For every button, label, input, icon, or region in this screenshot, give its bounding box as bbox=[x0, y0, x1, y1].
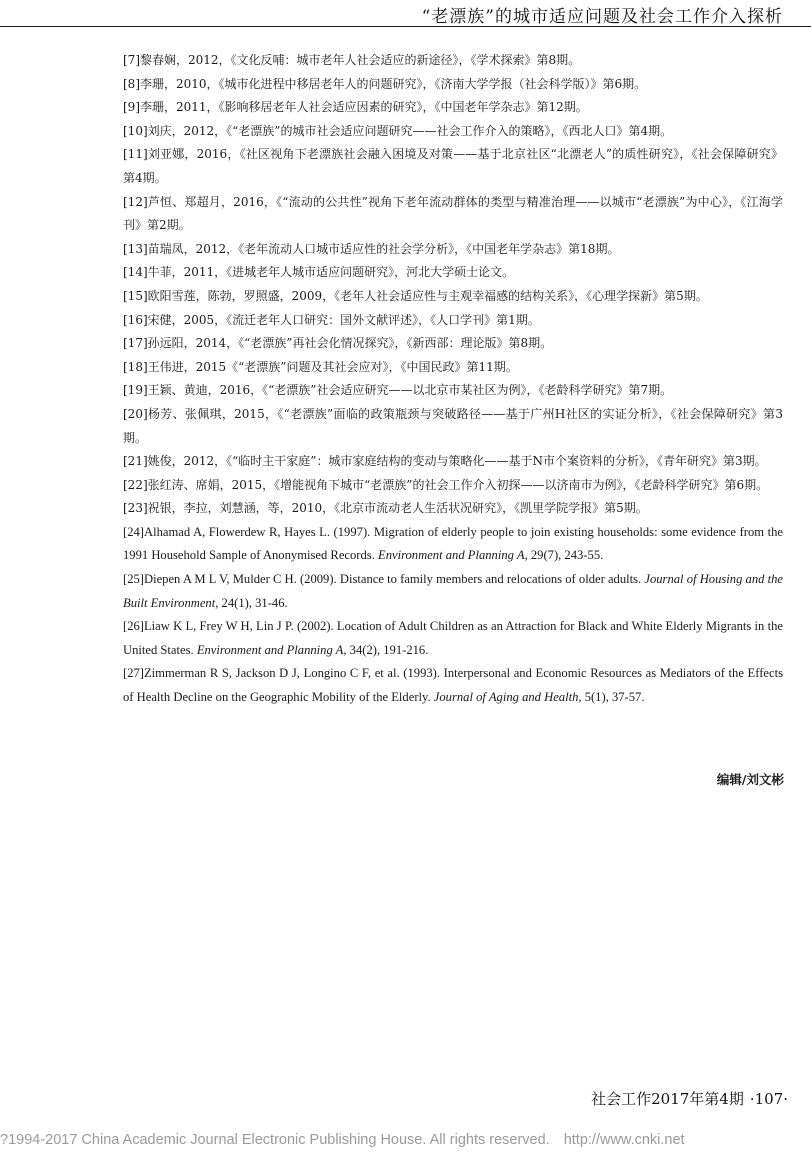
reference-entry bbox=[123, 662, 783, 709]
running-header-title: “老漂族”的城市适应问题及社会工作介入探析 bbox=[421, 7, 783, 27]
reference-text: [27]Zimmerman R S, Jackson D J, Longino C F, et al. (1993). Interpersonal and Economic Resources as Mediators of the Effects of Health Decline on the Geographic Mobility of the Elderly. bbox=[123, 666, 783, 705]
reference-list bbox=[123, 49, 783, 710]
reference-entry bbox=[123, 615, 783, 662]
journal-title: Environment and Planning A bbox=[378, 548, 525, 563]
reference-entry: [14]牛菲，2011，《进城老年人城市适应问题研究》，河北大学硕士论文。 bbox=[123, 265, 515, 280]
reference-volume: , 34(2), 191-216. bbox=[343, 642, 429, 657]
reference-text: [25]Diepen A M L V, Mulder C H. (2009). Distance to family members and relocations of older adults. bbox=[123, 572, 645, 587]
reference-volume: , 29(7), 243-55. bbox=[524, 548, 604, 563]
reference-entry: [16]宋健，2005，《流迁老年人口研究：国外文献评述》，《人口学刊》第1期。 bbox=[123, 312, 540, 327]
journal-title: Environment and Planning A bbox=[196, 642, 344, 657]
reference-entry: [15]欧阳雪莲，陈勃，罗照盛，2009，《老年人社会适应性与主观幸福感的结构关系》，《心理学探新》第5期。 bbox=[123, 288, 708, 303]
reference-entry: [22]张红涛、席娟，2015，《增能视角下城市“老漂族”的社会工作介入初探——以济南市为例》，《老龄科学研究》第6期。 bbox=[123, 477, 769, 492]
reference-entry bbox=[123, 568, 783, 615]
reference-entry: [23]祝银，李拉，刘慧涵，等，2010，《北京市流动老人生活状况研究》，《凯里学院学报》第5期。 bbox=[123, 501, 648, 516]
copyright-text: ?1994-2017 China Academic Journal Electronic Publishing House. All rights reserved. bbox=[0, 1132, 550, 1148]
journal-title: Journal of Housing and the Built Environment bbox=[123, 572, 784, 610]
reference-entry: [20]杨芳、张佩琪，2015，《“老漂族”面临的政策瓶颈与突破路径——基于广州H社区的实证分析》，《社会保障研究》第3期。 bbox=[123, 406, 783, 445]
reference-entry: [7]黎春娴，2012，《文化反哺：城市老年人社会适应的新途径》，《学术探索》第8期。 bbox=[123, 53, 581, 67]
reference-entry: [8]李珊，2010，《城市化进程中移居老年人的问题研究》，《济南大学学报（社会科学版）》第6期。 bbox=[123, 76, 647, 91]
reference-entry: [21]姚俊，2012，《“临时主干家庭”：城市家庭结构的变动与策略化——基于N市个案资料的分析》，《青年研究》第3期。 bbox=[123, 454, 767, 469]
page-number: ·107· bbox=[749, 1090, 788, 1108]
reference-entry: [19]王颖、黄迪，2016，《“老漂族”社会适应研究——以北京市某社区为例》，《老龄科学研究》第7期。 bbox=[123, 383, 673, 398]
cnki-link[interactable]: http://www.cnki.net bbox=[563, 1132, 685, 1148]
reference-entry: [17]孙远阳，2014，《“老漂族”再社会化情况探究》，《新西部：理论版》第8期。 bbox=[123, 336, 553, 351]
page-footer bbox=[591, 1088, 794, 1109]
reference-entry: [9]李珊，2011，《影响移居老年人社会适应因素的研究》，《中国老年学杂志》第12期。 bbox=[123, 100, 588, 115]
reference-volume: , 5(1), 37-57. bbox=[578, 690, 645, 705]
reference-text: [26]Liaw K L, Frey W H, Lin J P. (2002). Location of Adult Children as an Attraction for Black and White Elderly Migrants in the United States. bbox=[123, 619, 783, 657]
reference-entry: [10]刘庆，2012，《“老漂族”的城市社会适应问题研究——社会工作介入的策略》，《西北人口》第4期。 bbox=[123, 123, 673, 138]
reference-text: [24]Alhamad A, Flowerdew R, Hayes L. (1997). Migration of elderly people to join existing households: some evidence from the 1991 Household Sample of Anonymised Records. bbox=[123, 524, 783, 563]
copyright-notice bbox=[0, 1132, 811, 1148]
reference-entry: [13]苗瑞凤，2012，《老年流动人口城市适应性的社会学分析》，《中国老年学杂志》第18期。 bbox=[123, 241, 620, 256]
reference-entry: [18]王伟进，2015《“老漂族”问题及其社会应对》，《中国民政》第11期。 bbox=[123, 359, 518, 374]
editor-credit: 编辑/刘文彬 bbox=[716, 772, 784, 787]
header-divider bbox=[0, 26, 811, 27]
reference-entry: [11]刘亚娜，2016，《社区视角下老漂族社会融入困境及对策——基于北京社区“北漂老人”的质性研究》，《社会保障研究》第4期。 bbox=[123, 147, 783, 185]
reference-entry: [12]芦恒、郑超月，2016，《“流动的公共性”视角下老年流动群体的类型与精准治理——以城市“老漂族”为中心》，《江海学刊》第2期。 bbox=[123, 194, 783, 233]
journal-title: Journal of Aging and Health bbox=[433, 690, 579, 705]
reference-entry bbox=[123, 521, 783, 568]
reference-volume: , 24(1), 31-46. bbox=[215, 595, 288, 610]
journal-issue: 社会工作2017年第4期 bbox=[591, 1090, 744, 1108]
